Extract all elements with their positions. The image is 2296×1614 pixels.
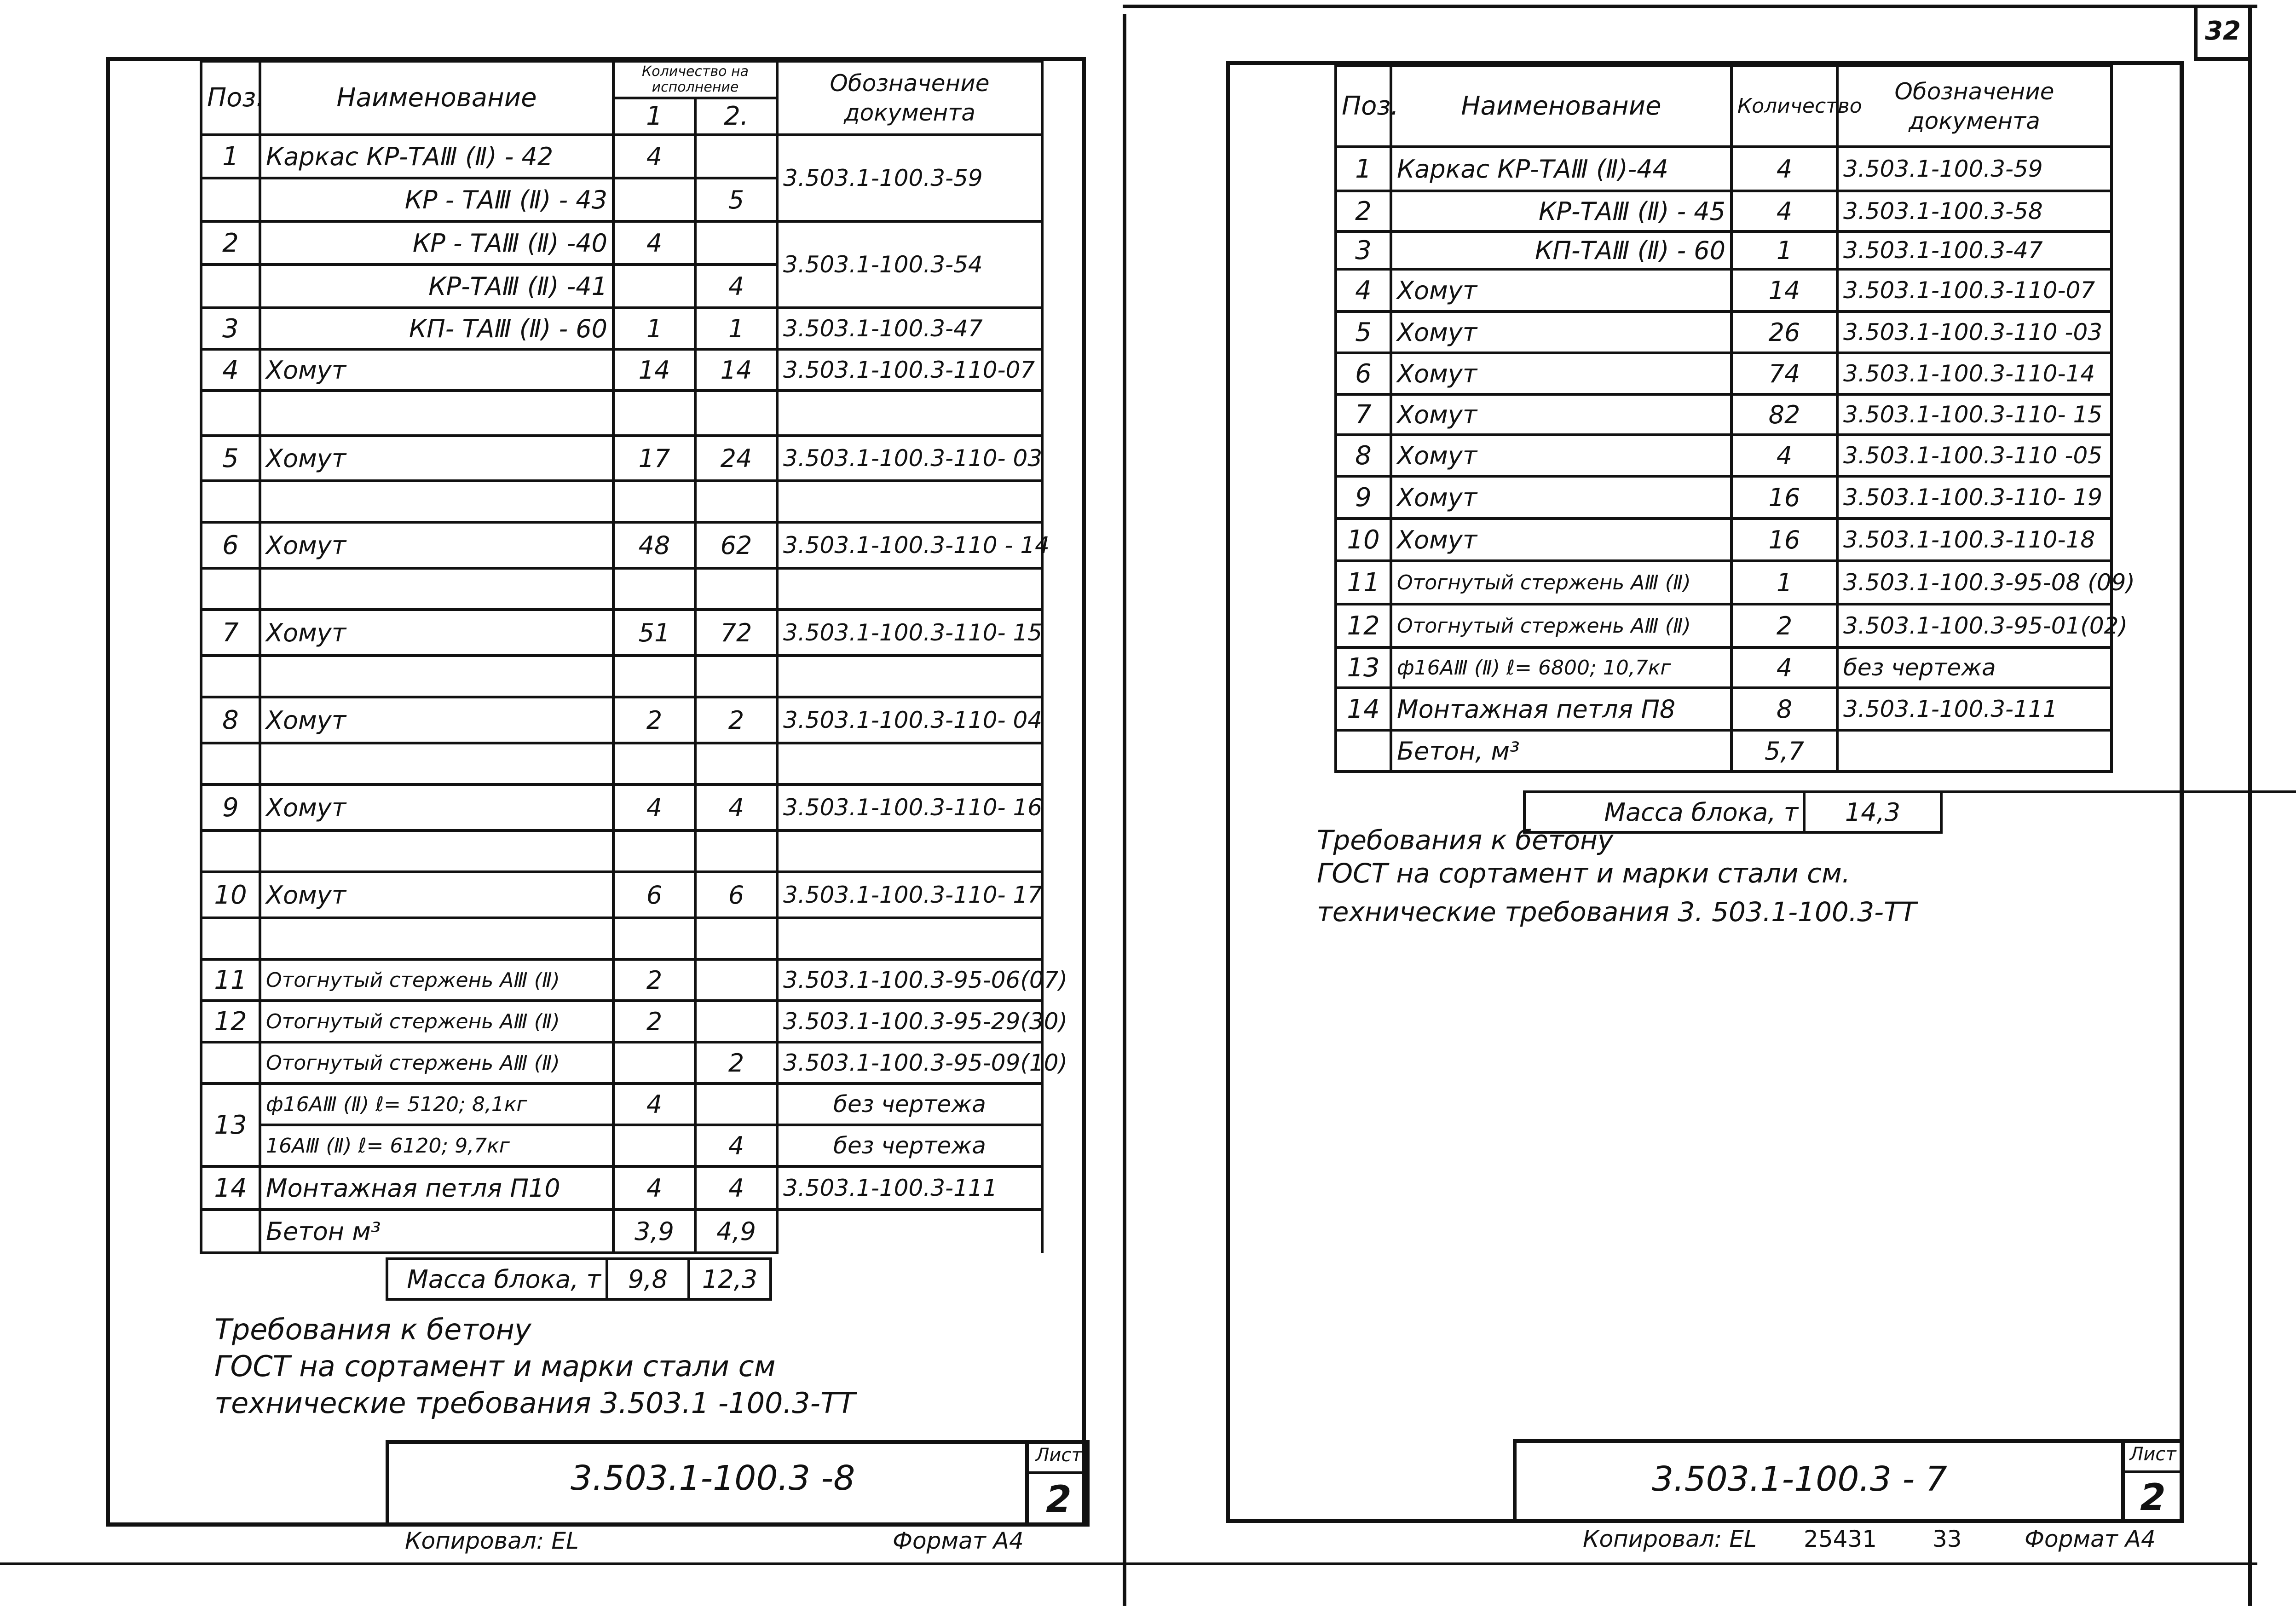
row-name: КР-ТАⅢ (Ⅱ) - 45	[1391, 191, 1731, 231]
row-pos: 6	[201, 522, 260, 568]
row-name: Каркас КР-ТАⅢ (Ⅱ) - 42	[260, 135, 613, 178]
row-q1: 3,9	[613, 1210, 695, 1253]
row-q2: 2	[695, 1042, 777, 1084]
row-q2: 4	[695, 784, 777, 830]
table-row	[1336, 519, 2111, 561]
mass-label: Масса блока, т	[387, 1259, 607, 1299]
table-row	[201, 1001, 1042, 1042]
row-name: Монтажная петля П8	[1391, 688, 1731, 730]
note-line: технические требования 3.503.1 -100.3-ТТ	[214, 1386, 855, 1420]
table-row	[1336, 147, 2111, 191]
row-q2	[695, 959, 777, 1001]
row-name: КП- ТАⅢ (Ⅱ) - 60	[260, 308, 613, 349]
table-row	[1336, 476, 2111, 519]
row-q2: 4	[695, 1166, 777, 1210]
right-header-doc: Обозначение документа	[1837, 66, 2111, 147]
table-row	[201, 697, 1042, 743]
row-q1: 4	[613, 221, 695, 265]
table-row	[1336, 191, 2111, 231]
left-header-row	[201, 61, 1042, 98]
right-stamp-code: 3.503.1-100.3 - 7	[1652, 1459, 1947, 1499]
left-header-qty2: 2.	[695, 98, 777, 135]
row-pos: 2	[1336, 191, 1391, 231]
row-pos: 9	[201, 784, 260, 830]
row-q2: 2	[695, 697, 777, 743]
row-qty: 8	[1731, 688, 1837, 730]
row-pos	[201, 1042, 260, 1084]
row-q1: 4	[613, 135, 695, 178]
row-name: Хомут	[260, 872, 613, 918]
row-doc: 3.503.1-100.3-95-06(07)	[777, 959, 1042, 1001]
row-pos	[201, 265, 260, 308]
table-row	[201, 872, 1042, 918]
table-row	[201, 308, 1042, 349]
row-q2: 14	[695, 349, 777, 391]
row-name: Бетон, м³	[1391, 730, 1731, 772]
right-notes	[1317, 824, 1916, 928]
left-header-qty1: 1	[613, 98, 695, 135]
left-sheet-number: 2	[1046, 1478, 1072, 1521]
row-doc: 3.503.1-100.3-59	[777, 135, 1042, 221]
row-q1: 1	[613, 308, 695, 349]
left-sheet-label: Лист	[1035, 1445, 1082, 1466]
row-q1	[613, 178, 695, 221]
table-row-blank	[201, 391, 1042, 436]
row-doc: 3.503.1-100.3-110 -05	[1837, 435, 2111, 476]
table-row-blank	[201, 568, 1042, 610]
left-stamp-sheet-line	[1025, 1471, 1090, 1474]
row-name: Хомут	[260, 522, 613, 568]
right-spec-table	[1334, 64, 2135, 773]
row-name: Хомут	[260, 784, 613, 830]
row-qty: 2	[1731, 604, 1837, 647]
mass-q1: 9,8	[607, 1259, 689, 1299]
row-pos: 3	[201, 308, 260, 349]
row-doc: 3.503.1-100.3-110- 19	[1837, 476, 2111, 519]
right-header-name: Наименование	[1391, 66, 1731, 147]
row-name: Хомут	[260, 610, 613, 656]
note-line: Требования к бетону	[214, 1313, 531, 1346]
row-qty: 4	[1731, 191, 1837, 231]
row-doc: 3.503.1-100.3-47	[777, 308, 1042, 349]
row-pos: 4	[1336, 269, 1391, 311]
table-row	[201, 522, 1042, 568]
page-number: 32	[2205, 16, 2241, 46]
row-doc: 3.503.1-100.3-110 - 14	[777, 522, 1042, 568]
row-doc: 3.503.1-100.3-54	[777, 221, 1042, 308]
mass-q: 14,3	[1804, 792, 1941, 832]
row-name: Хомут	[1391, 311, 1731, 353]
right-footer-format: Формат А4	[2025, 1526, 2156, 1552]
page-number-box	[2194, 6, 2248, 61]
row-q1: 4	[613, 1084, 695, 1125]
row-qty: 1	[1731, 231, 1837, 269]
row-name: Хомут	[260, 697, 613, 743]
row-q1: 2	[613, 697, 695, 743]
row-doc: 3.503.1-100.3-111	[777, 1166, 1042, 1210]
note-line: ГОСТ на сортамент и марки стали см	[214, 1349, 776, 1383]
row-q1: 6	[613, 872, 695, 918]
row-doc: 3.503.1-100.3-110- 17	[777, 872, 1042, 918]
row-q2: 62	[695, 522, 777, 568]
row-pos: 10	[201, 872, 260, 918]
note-line: Требования к бетону	[1317, 824, 1614, 856]
row-q1: 48	[613, 522, 695, 568]
mass-doc-empty	[1941, 792, 2296, 832]
note-line: технические требования 3. 503.1-100.3-ТТ	[1317, 896, 1916, 928]
row-pos: 13	[1336, 647, 1391, 688]
row-pos: 5	[201, 436, 260, 481]
right-stamp-sheet-line	[2121, 1470, 2184, 1473]
row-name: Хомут	[1391, 269, 1731, 311]
mass-q2: 12,3	[689, 1259, 771, 1299]
table-row	[1336, 353, 2111, 394]
row-q1: 51	[613, 610, 695, 656]
table-row	[201, 1166, 1042, 1210]
row-q2	[695, 135, 777, 178]
table-row	[201, 784, 1042, 830]
center-divider-line	[1123, 14, 1126, 1606]
right-footer-page: 33	[1933, 1526, 1962, 1552]
row-name: Хомут	[1391, 435, 1731, 476]
row-doc: 3.503.1-100.3-95-08 (09)	[1837, 561, 2111, 604]
row-qty: 1	[1731, 561, 1837, 604]
row-name: Хомут	[1391, 476, 1731, 519]
row-doc: 3.503.1-100.3-110-18	[1837, 519, 2111, 561]
row-qty: 5,7	[1731, 730, 1837, 772]
row-doc: 3.503.1-100.3-95-01(02)	[1837, 604, 2111, 647]
row-qty: 4	[1731, 647, 1837, 688]
row-doc-empty	[777, 1210, 1042, 1253]
table-row	[201, 1125, 1042, 1166]
row-pos: 7	[1336, 394, 1391, 435]
row-doc: 3.503.1-100.3-110-07	[1837, 269, 2111, 311]
row-doc: 3.503.1-100.3-110-14	[1837, 353, 2111, 394]
row-pos: 8	[201, 697, 260, 743]
row-pos: 10	[1336, 519, 1391, 561]
row-q2	[695, 221, 777, 265]
row-pos: 1	[201, 135, 260, 178]
bottom-border-line	[0, 1562, 2257, 1565]
row-q2: 1	[695, 308, 777, 349]
left-stamp-divider	[1025, 1440, 1029, 1527]
row-q2	[695, 1001, 777, 1042]
row-q1: 4	[613, 1166, 695, 1210]
row-doc: 3.503.1-100.3-59	[1837, 147, 2111, 191]
table-row	[201, 221, 1042, 265]
row-doc: 3.503.1-100.3-110 -03	[1837, 311, 2111, 353]
row-qty: 4	[1731, 435, 1837, 476]
row-pos: 2	[201, 221, 260, 265]
table-row-blank	[201, 918, 1042, 959]
row-pos: 14	[1336, 688, 1391, 730]
left-footer-format: Формат А4	[893, 1528, 1024, 1554]
row-q2: 4	[695, 265, 777, 308]
table-row	[201, 959, 1042, 1001]
row-pos: 12	[201, 1001, 260, 1042]
row-name: Отогнутый стержень АⅢ (Ⅱ)	[1391, 561, 1731, 604]
right-stamp-divider	[2121, 1439, 2125, 1523]
row-qty: 26	[1731, 311, 1837, 353]
row-qty: 16	[1731, 519, 1837, 561]
row-doc: 3.503.1-100.3-110- 15	[777, 610, 1042, 656]
row-pos	[201, 178, 260, 221]
row-doc: 3.503.1-100.3-58	[1837, 191, 2111, 231]
left-spec-table	[200, 60, 1068, 1254]
row-doc: без чертежа	[1837, 647, 2111, 688]
row-pos: 11	[201, 959, 260, 1001]
left-notes	[214, 1311, 855, 1422]
left-header-pos: Поз.	[201, 61, 260, 135]
row-q2: 72	[695, 610, 777, 656]
row-pos: 4	[201, 349, 260, 391]
row-doc: без чертежа	[777, 1084, 1042, 1125]
row-name: Отогнутый стержень АⅢ (Ⅱ)	[260, 1001, 613, 1042]
row-name: Хомут	[1391, 519, 1731, 561]
right-header-pos: Поз.	[1336, 66, 1391, 147]
note-line: ГОСТ на сортамент и марки стали см.	[1317, 858, 1851, 889]
row-q1	[613, 265, 695, 308]
row-name: Хомут	[260, 349, 613, 391]
row-doc	[1837, 730, 2111, 772]
table-row-blank	[201, 656, 1042, 697]
row-name: КП-ТАⅢ (Ⅱ) - 60	[1391, 231, 1731, 269]
row-q2: 24	[695, 436, 777, 481]
row-qty: 74	[1731, 353, 1837, 394]
row-pos: 13	[201, 1084, 260, 1166]
table-row	[1336, 231, 2111, 269]
row-pos: 3	[1336, 231, 1391, 269]
row-pos: 7	[201, 610, 260, 656]
row-doc: 3.503.1-100.3-110- 03	[777, 436, 1042, 481]
row-doc: 3.503.1-100.3-47	[1837, 231, 2111, 269]
row-name: КР - ТАⅢ (Ⅱ) -40	[260, 221, 613, 265]
row-name: Хомут	[260, 436, 613, 481]
table-row	[1336, 647, 2111, 688]
row-name: КР - ТАⅢ (Ⅱ) - 43	[260, 178, 613, 221]
table-row	[1336, 394, 2111, 435]
table-row	[1336, 730, 2111, 772]
row-qty: 16	[1731, 476, 1837, 519]
left-footer-copied: Копировал: ЕL	[405, 1528, 579, 1554]
row-name: ф16АⅢ (Ⅱ) ℓ= 6800; 10,7кг	[1391, 647, 1731, 688]
table-row	[1336, 435, 2111, 476]
row-pos: 5	[1336, 311, 1391, 353]
row-pos: 1	[1336, 147, 1391, 191]
row-pos	[1336, 730, 1391, 772]
mass-label: Масса блока, т	[1524, 792, 1804, 832]
left-header-doc: Обозначение документа	[777, 61, 1042, 135]
right-header-row	[1336, 66, 2111, 147]
right-sheet-number: 2	[2140, 1476, 2166, 1519]
left-header-qty-group: Количество на исполнение	[613, 61, 777, 98]
row-name: Каркас КР-ТАⅢ (Ⅱ)-44	[1391, 147, 1731, 191]
right-sheet-label: Лист	[2129, 1444, 2176, 1465]
left-header-name: Наименование	[260, 61, 613, 135]
row-pos: 11	[1336, 561, 1391, 604]
row-qty: 4	[1731, 147, 1837, 191]
table-row	[1336, 311, 2111, 353]
table-row	[201, 349, 1042, 391]
row-doc: без чертежа	[777, 1125, 1042, 1166]
row-q1: 2	[613, 959, 695, 1001]
top-border-line	[1123, 5, 2257, 8]
row-doc: 3.503.1-100.3-95-29(30)	[777, 1001, 1042, 1042]
row-q2: 4,9	[695, 1210, 777, 1253]
table-row	[201, 436, 1042, 481]
row-name: Хомут	[1391, 353, 1731, 394]
row-q1: 2	[613, 1001, 695, 1042]
table-row	[201, 135, 1042, 178]
row-doc: 3.503.1-100.3-95-09(10)	[777, 1042, 1042, 1084]
row-q1	[613, 1042, 695, 1084]
right-header-qty: Количество	[1731, 66, 1837, 147]
row-doc: 3.503.1-100.3-110- 15	[1837, 394, 2111, 435]
row-name: Хомут	[1391, 394, 1731, 435]
table-row	[201, 610, 1042, 656]
row-qty: 82	[1731, 394, 1837, 435]
row-name: Отогнутый стержень АⅢ (Ⅱ)	[1391, 604, 1731, 647]
left-mass-table	[386, 1257, 772, 1301]
table-row	[1336, 561, 2111, 604]
row-q2: 4	[695, 1125, 777, 1166]
row-name: КР-ТАⅢ (Ⅱ) -41	[260, 265, 613, 308]
row-q2: 5	[695, 178, 777, 221]
right-footer-copied: Копировал: ЕL	[1583, 1526, 1757, 1552]
row-doc: 3.503.1-100.3-111	[1837, 688, 2111, 730]
left-stamp-code: 3.503.1-100.3 -8	[571, 1458, 855, 1498]
row-pos	[201, 1210, 260, 1253]
row-pos: 8	[1336, 435, 1391, 476]
row-doc: 3.503.1-100.3-110- 16	[777, 784, 1042, 830]
row-pos: 6	[1336, 353, 1391, 394]
table-row	[1336, 604, 2111, 647]
table-row	[1336, 688, 2111, 730]
table-row-blank	[201, 830, 1042, 872]
row-qty: 14	[1731, 269, 1837, 311]
row-q1	[613, 1125, 695, 1166]
row-doc: 3.503.1-100.3-110-07	[777, 349, 1042, 391]
row-q2	[695, 1084, 777, 1125]
row-name: 16АⅢ (Ⅱ) ℓ= 6120; 9,7кг	[260, 1125, 613, 1166]
row-q1: 4	[613, 784, 695, 830]
row-doc: 3.503.1-100.3-110- 04	[777, 697, 1042, 743]
row-q1: 14	[613, 349, 695, 391]
table-row	[201, 1084, 1042, 1125]
row-q1: 17	[613, 436, 695, 481]
row-pos: 12	[1336, 604, 1391, 647]
row-pos: 9	[1336, 476, 1391, 519]
row-name: ф16АⅢ (Ⅱ) ℓ= 5120; 8,1кг	[260, 1084, 613, 1125]
row-name: Монтажная петля П10	[260, 1166, 613, 1210]
table-row-blank	[201, 743, 1042, 784]
table-row-blank	[201, 481, 1042, 522]
row-q2: 6	[695, 872, 777, 918]
table-row	[201, 1042, 1042, 1084]
row-name: Отогнутый стержень АⅢ (Ⅱ)	[260, 1042, 613, 1084]
right-footer-number: 25431	[1804, 1526, 1877, 1552]
row-pos: 14	[201, 1166, 260, 1210]
row-name: Отогнутый стержень АⅢ (Ⅱ)	[260, 959, 613, 1001]
table-row	[1336, 269, 2111, 311]
table-row	[201, 1210, 1042, 1253]
row-name: Бетон м³	[260, 1210, 613, 1253]
